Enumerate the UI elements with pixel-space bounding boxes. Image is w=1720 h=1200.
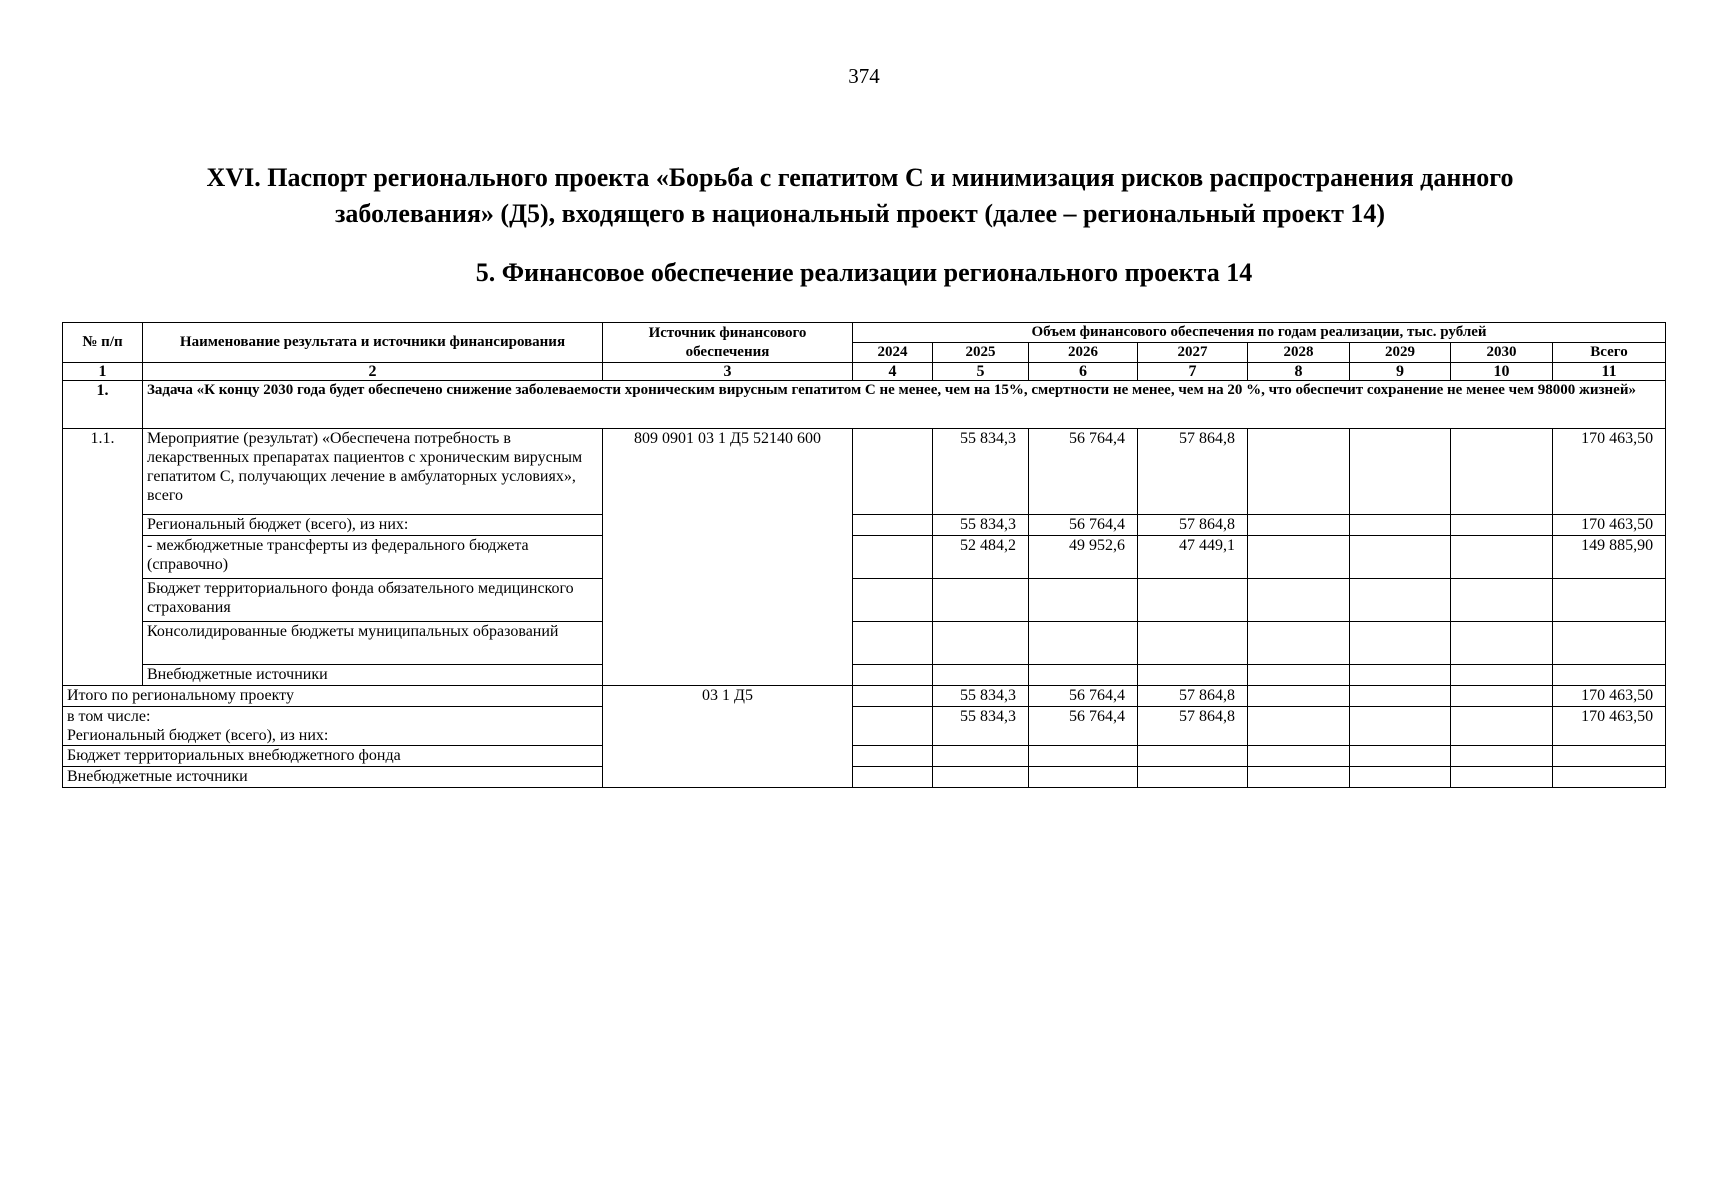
total-name-line: Региональный бюджет (всего), из них:	[67, 727, 329, 744]
value-cell	[1029, 665, 1138, 686]
index-cell: 4	[853, 363, 933, 381]
value-cell	[1451, 622, 1553, 665]
measure-row	[63, 429, 1666, 515]
value-cell	[1451, 665, 1553, 686]
value-cell	[1350, 536, 1451, 579]
value-cell	[1138, 746, 1248, 767]
index-cell: 5	[933, 363, 1029, 381]
header-year: 2024	[853, 343, 933, 363]
header-name: Наименование результата и источники финансирования	[143, 323, 603, 363]
total-name: Бюджет территориальных внебюджетного фонда	[63, 746, 603, 767]
value-cell	[1553, 579, 1666, 622]
measure-row	[63, 622, 1666, 665]
value-cell	[853, 536, 933, 579]
value-cell	[1451, 707, 1553, 746]
value-cell	[933, 746, 1029, 767]
value-cell	[853, 429, 933, 515]
value-cell	[853, 686, 933, 707]
page-number: 374	[848, 64, 880, 88]
value-cell	[1029, 767, 1138, 788]
measure-name: Внебюджетные источники	[143, 665, 603, 686]
value-cell	[1451, 579, 1553, 622]
value-cell	[1350, 429, 1451, 515]
value-cell: 57 864,8	[1138, 429, 1248, 515]
measure-name: - межбюджетные трансферты из федерального бюджета (справочно)	[143, 536, 603, 579]
value-cell	[1350, 746, 1451, 767]
value-cell	[1350, 767, 1451, 788]
value-cell	[853, 767, 933, 788]
task-row	[63, 381, 1666, 429]
header-year: 2025	[933, 343, 1029, 363]
value-cell	[1350, 665, 1451, 686]
measure-name: Мероприятие (результат) «Обеспечена потребность в лекарственных препаратах пациентов с хроническим вирусным гепатитом С, получающих лечение в амбулаторных условиях», всего	[143, 429, 603, 515]
total-row	[63, 707, 1666, 746]
value-cell: 57 864,8	[1138, 686, 1248, 707]
value-cell	[1248, 746, 1350, 767]
total-row	[63, 686, 1666, 707]
total-row	[63, 767, 1666, 788]
value-cell: 170 463,50	[1553, 515, 1666, 536]
value-cell: 55 834,3	[933, 515, 1029, 536]
measure-row	[63, 579, 1666, 622]
index-cell: 1	[63, 363, 143, 381]
value-cell	[1350, 579, 1451, 622]
index-cell: 10	[1451, 363, 1553, 381]
measure-row	[63, 536, 1666, 579]
header-year: 2029	[1350, 343, 1451, 363]
value-cell: 56 764,4	[1029, 429, 1138, 515]
value-cell	[1248, 515, 1350, 536]
total-name: Итого по региональному проекту	[63, 686, 603, 707]
total-row	[63, 746, 1666, 767]
measure-name: Бюджет территориального фонда обязательного медицинского страхования	[143, 579, 603, 622]
value-cell: 149 885,90	[1553, 536, 1666, 579]
value-cell: 55 834,3	[933, 429, 1029, 515]
value-cell	[853, 622, 933, 665]
value-cell: 47 449,1	[1138, 536, 1248, 579]
header-year: 2026	[1029, 343, 1138, 363]
index-cell: 9	[1350, 363, 1451, 381]
task-text: Задача «К концу 2030 года будет обеспечено снижение заболеваемости хроническим вирусным гепатитом С не менее, чем на 15%, смертности не менее, чем на 20 %, что обеспечит сохранение не менее чем 98000 жизней»	[143, 381, 1666, 429]
index-cell: 8	[1248, 363, 1350, 381]
value-cell	[1350, 622, 1451, 665]
title-line-2: заболевания» (Д5), входящего в национальный проект (далее – региональный проект 14)	[334, 199, 1386, 228]
value-cell: 55 834,3	[933, 686, 1029, 707]
header-volume: Объем финансового обеспечения по годам реализации, тыс. рублей	[853, 323, 1666, 343]
value-cell	[1451, 429, 1553, 515]
value-cell	[1451, 515, 1553, 536]
index-cell: 2	[143, 363, 603, 381]
total-name: Внебюджетные источники	[63, 767, 603, 788]
header-year: 2028	[1248, 343, 1350, 363]
value-cell	[1138, 579, 1248, 622]
measure-row	[63, 665, 1666, 686]
value-cell	[1553, 746, 1666, 767]
value-cell	[1248, 707, 1350, 746]
value-cell	[1248, 686, 1350, 707]
value-cell	[933, 767, 1029, 788]
value-cell	[1138, 665, 1248, 686]
value-cell: 170 463,50	[1553, 429, 1666, 515]
index-cell: 3	[603, 363, 853, 381]
value-cell	[933, 579, 1029, 622]
value-cell	[1451, 686, 1553, 707]
measure-num: 1.1.	[63, 429, 143, 686]
value-cell: 55 834,3	[933, 707, 1029, 746]
value-cell	[1553, 622, 1666, 665]
value-cell	[1248, 767, 1350, 788]
index-row	[63, 363, 1666, 381]
value-cell	[1451, 746, 1553, 767]
value-cell	[853, 707, 933, 746]
value-cell	[1451, 536, 1553, 579]
value-cell	[853, 665, 933, 686]
value-cell	[1451, 767, 1553, 788]
value-cell	[933, 622, 1029, 665]
value-cell: 49 952,6	[1029, 536, 1138, 579]
total-name-line: в том числе:	[67, 708, 151, 725]
page-title	[120, 160, 1600, 232]
value-cell	[1029, 579, 1138, 622]
value-cell: 56 764,4	[1029, 515, 1138, 536]
total-name	[63, 707, 603, 746]
value-cell	[1350, 686, 1451, 707]
value-cell	[1248, 622, 1350, 665]
financing-table	[62, 322, 1666, 788]
value-cell	[1248, 579, 1350, 622]
title-line-1: XVI. Паспорт регионального проекта «Борьба с гепатитом С и минимизация рисков распространения данного	[206, 163, 1514, 192]
measure-source: 809 0901 03 1 Д5 52140 600	[603, 429, 853, 686]
value-cell	[1029, 622, 1138, 665]
value-cell	[1248, 665, 1350, 686]
measure-name: Консолидированные бюджеты муниципальных образований	[143, 622, 603, 665]
index-cell: 6	[1029, 363, 1138, 381]
value-cell	[1553, 665, 1666, 686]
value-cell	[1350, 707, 1451, 746]
value-cell	[1248, 536, 1350, 579]
task-num: 1.	[63, 381, 143, 429]
index-cell: 11	[1553, 363, 1666, 381]
value-cell	[1248, 429, 1350, 515]
header-total: Всего	[1553, 343, 1666, 363]
header-year: 2027	[1138, 343, 1248, 363]
value-cell: 56 764,4	[1029, 707, 1138, 746]
section-title: 5. Финансовое обеспечение реализации регионального проекта 14	[475, 258, 1253, 287]
value-cell: 52 484,2	[933, 536, 1029, 579]
header-num: № п/п	[63, 323, 143, 363]
value-cell	[933, 665, 1029, 686]
value-cell: 170 463,50	[1553, 686, 1666, 707]
header-row	[63, 323, 1666, 343]
header-source: Источник финансового обеспечения	[603, 323, 853, 363]
value-cell: 57 864,8	[1138, 515, 1248, 536]
index-cell: 7	[1138, 363, 1248, 381]
value-cell	[853, 515, 933, 536]
value-cell	[853, 746, 933, 767]
value-cell	[1350, 515, 1451, 536]
total-source: 03 1 Д5	[603, 686, 853, 788]
value-cell	[853, 579, 933, 622]
value-cell	[1029, 746, 1138, 767]
value-cell: 170 463,50	[1553, 707, 1666, 746]
value-cell	[1138, 767, 1248, 788]
value-cell: 57 864,8	[1138, 707, 1248, 746]
header-year: 2030	[1451, 343, 1553, 363]
measure-row	[63, 515, 1666, 536]
value-cell	[1553, 767, 1666, 788]
value-cell	[1138, 622, 1248, 665]
measure-name: Региональный бюджет (всего), из них:	[143, 515, 603, 536]
value-cell: 56 764,4	[1029, 686, 1138, 707]
